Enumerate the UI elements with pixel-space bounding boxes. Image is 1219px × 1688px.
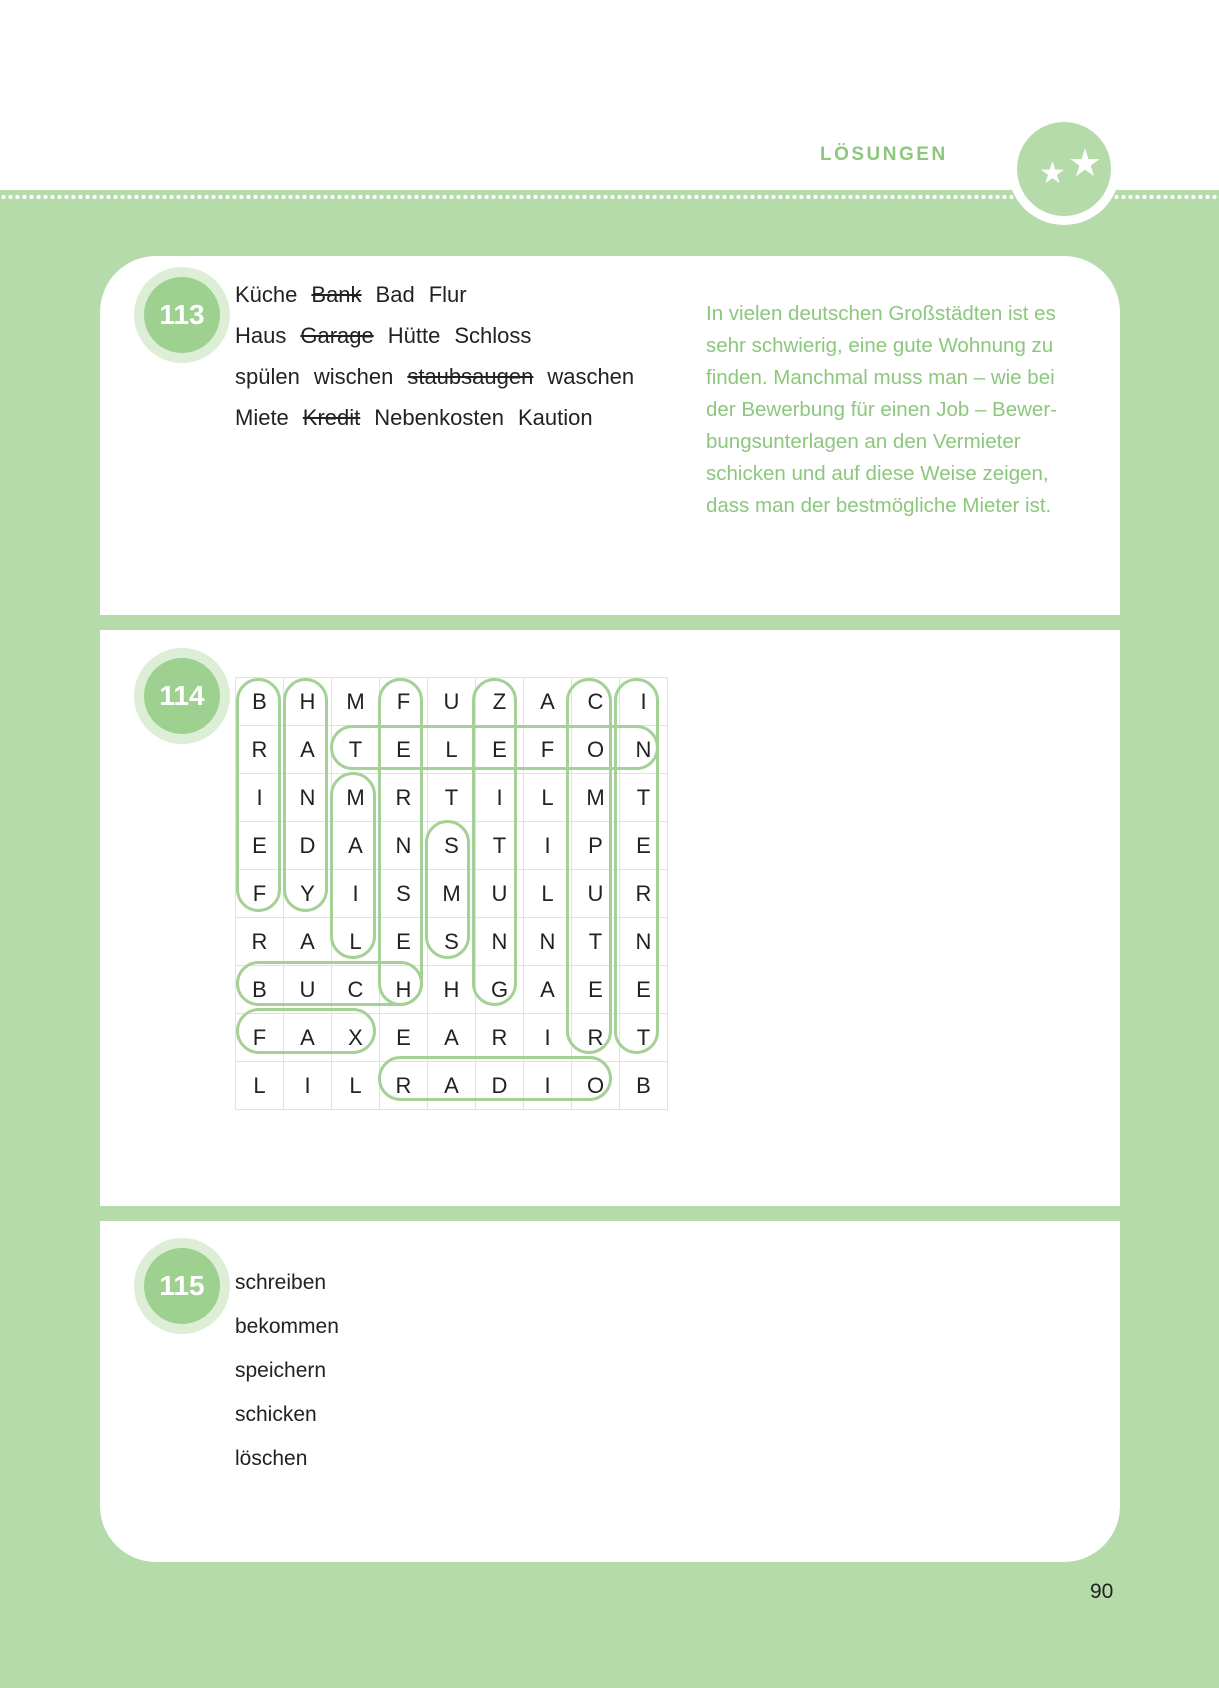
grid-cell: O	[572, 726, 620, 774]
exercise-number: 114	[144, 658, 220, 734]
grid-cell: A	[524, 678, 572, 726]
grid-cell: L	[428, 726, 476, 774]
word: Bad	[375, 282, 415, 307]
grid-cell: R	[380, 1062, 428, 1110]
exercise-113-panel	[100, 256, 1120, 615]
level-badge	[1008, 113, 1120, 225]
grid-cell: T	[620, 1014, 668, 1062]
section-heading: LÖSUNGEN	[820, 144, 948, 165]
word: Kaution	[517, 405, 593, 430]
grid-cell: C	[572, 678, 620, 726]
verb-item: löschen	[235, 1447, 308, 1470]
grid-cell: U	[428, 678, 476, 726]
exercise-115-panel	[100, 1221, 1120, 1562]
grid-cell: I	[332, 870, 380, 918]
grid-row	[236, 1062, 668, 1110]
grid-cell: E	[476, 726, 524, 774]
grid-cell: D	[284, 822, 332, 870]
grid-cell: B	[236, 966, 284, 1014]
struck-word: Kredit	[302, 405, 361, 430]
grid-cell: I	[236, 774, 284, 822]
grid-cell: G	[476, 966, 524, 1014]
info-line: bungsunterlagen an den Vermieter	[706, 430, 1021, 453]
grid-cell: H	[380, 966, 428, 1014]
grid-cell: I	[476, 774, 524, 822]
word: Küche	[235, 282, 298, 307]
grid-cell: T	[332, 726, 380, 774]
grid-cell: A	[428, 1014, 476, 1062]
verb-item: schicken	[235, 1403, 317, 1426]
grid-row	[236, 918, 668, 966]
grid-cell: N	[476, 918, 524, 966]
grid-cell: A	[284, 726, 332, 774]
grid-cell: T	[428, 774, 476, 822]
grid-cell: S	[380, 870, 428, 918]
star-icon: ★	[1039, 157, 1066, 190]
grid-cell: A	[428, 1062, 476, 1110]
page-number: 90	[1090, 1580, 1114, 1603]
grid-cell: R	[380, 774, 428, 822]
grid-row	[236, 678, 668, 726]
grid-cell: E	[380, 918, 428, 966]
grid-cell: B	[620, 1062, 668, 1110]
grid-cell: T	[476, 822, 524, 870]
info-line: In vielen deutschen Großstädten ist es	[706, 302, 1056, 325]
grid-cell: H	[428, 966, 476, 1014]
grid-row	[236, 966, 668, 1014]
grid-cell: E	[620, 822, 668, 870]
grid-cell: I	[284, 1062, 332, 1110]
exercise-number-badge	[134, 1238, 230, 1334]
grid-cell: L	[524, 870, 572, 918]
struck-word: staubsaugen	[407, 364, 534, 389]
word-row	[235, 405, 607, 431]
grid-cell: T	[620, 774, 668, 822]
word-row	[235, 364, 648, 390]
grid-cell: U	[476, 870, 524, 918]
word: Nebenkosten	[374, 405, 504, 430]
grid-cell: T	[572, 918, 620, 966]
word: Hütte	[387, 323, 441, 348]
exercise-number: 113	[144, 277, 220, 353]
grid-cell: F	[380, 678, 428, 726]
grid-cell: A	[284, 918, 332, 966]
word: Haus	[235, 323, 287, 348]
grid-cell: N	[620, 726, 668, 774]
grid-cell: E	[620, 966, 668, 1014]
grid-cell: O	[572, 1062, 620, 1110]
info-line: finden. Manchmal muss man – wie bei	[706, 366, 1055, 389]
verb-item: schreiben	[235, 1271, 327, 1294]
grid-cell: A	[284, 1014, 332, 1062]
grid-cell: N	[284, 774, 332, 822]
grid-row	[236, 822, 668, 870]
grid-cell: B	[236, 678, 284, 726]
grid-cell: A	[524, 966, 572, 1014]
grid-cell: R	[572, 1014, 620, 1062]
grid-cell: M	[428, 870, 476, 918]
grid-cell: P	[572, 822, 620, 870]
grid-cell: M	[572, 774, 620, 822]
grid-cell: L	[332, 1062, 380, 1110]
grid-cell: N	[524, 918, 572, 966]
grid-cell: F	[524, 726, 572, 774]
word: wischen	[313, 364, 394, 389]
grid-cell: M	[332, 678, 380, 726]
grid-cell: F	[236, 1014, 284, 1062]
grid-row	[236, 870, 668, 918]
grid-row	[236, 726, 668, 774]
grid-cell: F	[236, 870, 284, 918]
grid-cell: X	[332, 1014, 380, 1062]
grid-cell: L	[236, 1062, 284, 1110]
grid-cell: N	[380, 822, 428, 870]
word-row	[235, 323, 545, 349]
info-line: dass man der bestmögliche Mieter ist.	[706, 494, 1052, 517]
word-search-grid	[235, 677, 668, 1110]
grid-cell: R	[476, 1014, 524, 1062]
grid-cell: R	[620, 870, 668, 918]
grid-row	[236, 774, 668, 822]
struck-word: Bank	[311, 282, 362, 307]
grid-cell: Z	[476, 678, 524, 726]
exercise-114-panel	[100, 630, 1120, 1206]
word: Flur	[428, 282, 467, 307]
grid-cell: A	[332, 822, 380, 870]
grid-cell: N	[620, 918, 668, 966]
exercise-number-badge	[134, 648, 230, 744]
grid-cell: E	[380, 726, 428, 774]
grid-cell: R	[236, 726, 284, 774]
exercise-number: 115	[144, 1248, 220, 1324]
grid-cell: C	[332, 966, 380, 1014]
word-row	[235, 282, 481, 308]
verb-item: speichern	[235, 1359, 327, 1382]
info-text	[706, 298, 1096, 522]
grid-cell: R	[236, 918, 284, 966]
info-line: schicken und auf diese Weise zeigen,	[706, 462, 1049, 485]
exercise-number-badge	[134, 267, 230, 363]
word: spülen	[235, 364, 300, 389]
grid-cell: U	[572, 870, 620, 918]
star-icon: ★	[1068, 143, 1103, 185]
grid-cell: U	[284, 966, 332, 1014]
grid-cell: I	[620, 678, 668, 726]
grid-cell: H	[284, 678, 332, 726]
grid-row	[236, 1014, 668, 1062]
grid-cell: I	[524, 1062, 572, 1110]
word: waschen	[547, 364, 635, 389]
grid-cell: D	[476, 1062, 524, 1110]
info-line: der Bewerbung für einen Job – Bewer-	[706, 398, 1057, 421]
grid-cell: S	[428, 822, 476, 870]
grid-cell: L	[332, 918, 380, 966]
grid-cell: E	[236, 822, 284, 870]
grid-cell: E	[380, 1014, 428, 1062]
verb-list	[235, 1271, 339, 1491]
grid-cell: I	[524, 1014, 572, 1062]
struck-word: Garage	[300, 323, 374, 348]
grid-cell: M	[332, 774, 380, 822]
grid-cell: I	[524, 822, 572, 870]
verb-item: bekommen	[235, 1315, 339, 1338]
grid-cell: E	[572, 966, 620, 1014]
grid-cell: S	[428, 918, 476, 966]
grid-cell: Y	[284, 870, 332, 918]
word: Schloss	[454, 323, 532, 348]
info-line: sehr schwierig, eine gute Wohnung zu	[706, 334, 1054, 357]
grid-cell: L	[524, 774, 572, 822]
word: Miete	[235, 405, 289, 430]
